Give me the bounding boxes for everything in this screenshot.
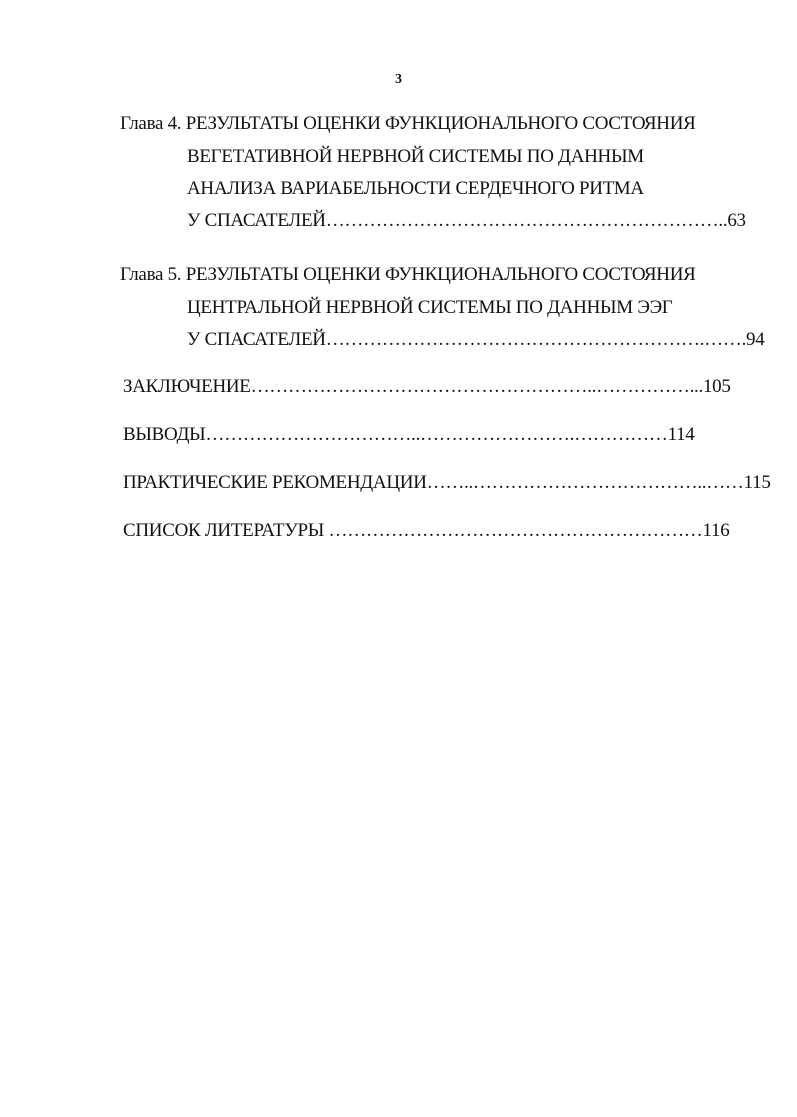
- conclusion-title: ЗАКЛЮЧЕНИЕ: [123, 376, 251, 397]
- chapter4-title-line4: У СПАСАТЕЛЕЙ: [187, 210, 326, 231]
- conclusion-leader-dots: ………………………………………………..……………...: [250, 376, 703, 397]
- toc-chapter4-line2: ВЕГЕТАТИВНОЙ НЕРВНОЙ СИСТЕМЫ ПО ДАННЫМ: [187, 146, 644, 167]
- chapter4-leader-dots: ………………………………………………………..: [325, 210, 728, 231]
- recommendations-leader-dots: ……..………………………………..……: [426, 472, 744, 493]
- chapter5-prefix: Глава 5.: [120, 264, 182, 285]
- findings-leader-dots: ……………………………..…………………….……………: [205, 424, 668, 445]
- chapter4-prefix: Глава 4.: [120, 113, 182, 134]
- references-leader-dots: ……………………………………………………: [324, 520, 703, 541]
- toc-chapter4-line1: [120, 112, 696, 136]
- references-page-ref: 116: [702, 520, 730, 541]
- findings-page-ref: 114: [667, 424, 695, 445]
- chapter5-title-line1: РЕЗУЛЬТАТЫ ОЦЕНКИ ФУНКЦИОНАЛЬНОГО СОСТОЯНИЯ: [185, 264, 696, 285]
- toc-references: [123, 519, 729, 543]
- findings-title: ВЫВОДЫ: [123, 424, 206, 445]
- recommendations-title: ПРАКТИЧЕСКИЕ РЕКОМЕНДАЦИИ: [123, 472, 427, 493]
- chapter4-page-ref: 63: [727, 210, 746, 231]
- recommendations-page-ref: 115: [743, 472, 771, 493]
- toc-chapter4-line4: [187, 209, 746, 233]
- references-title: СПИСОК ЛИТЕРАТУРЫ: [123, 520, 325, 541]
- toc-chapter5-line2: ЦЕНТРАЛЬНОЙ НЕРВНОЙ СИСТЕМЫ ПО ДАННЫМ ЭЭГ: [187, 297, 673, 318]
- toc-chapter5-line1: [120, 263, 696, 287]
- conclusion-page-ref: 105: [702, 376, 731, 397]
- chapter4-title-line1: РЕЗУЛЬТАТЫ ОЦЕНКИ ФУНКЦИОНАЛЬНОГО СОСТОЯНИЯ: [185, 113, 696, 134]
- toc-findings: [123, 423, 694, 447]
- chapter5-page-ref: 94: [746, 329, 765, 350]
- toc-recommendations: [123, 471, 771, 495]
- toc-chapter5-line3: [187, 328, 764, 352]
- chapter5-leader-dots: …………………………………………………….…….: [325, 329, 747, 350]
- toc-conclusion: [123, 375, 731, 399]
- page-number: 3: [395, 72, 402, 87]
- chapter5-title-line3: У СПАСАТЕЛЕЙ: [187, 329, 326, 350]
- toc-chapter4-line3: АНАЛИЗА ВАРИАБЕЛЬНОСТИ СЕРДЕЧНОГО РИТМА: [187, 178, 644, 199]
